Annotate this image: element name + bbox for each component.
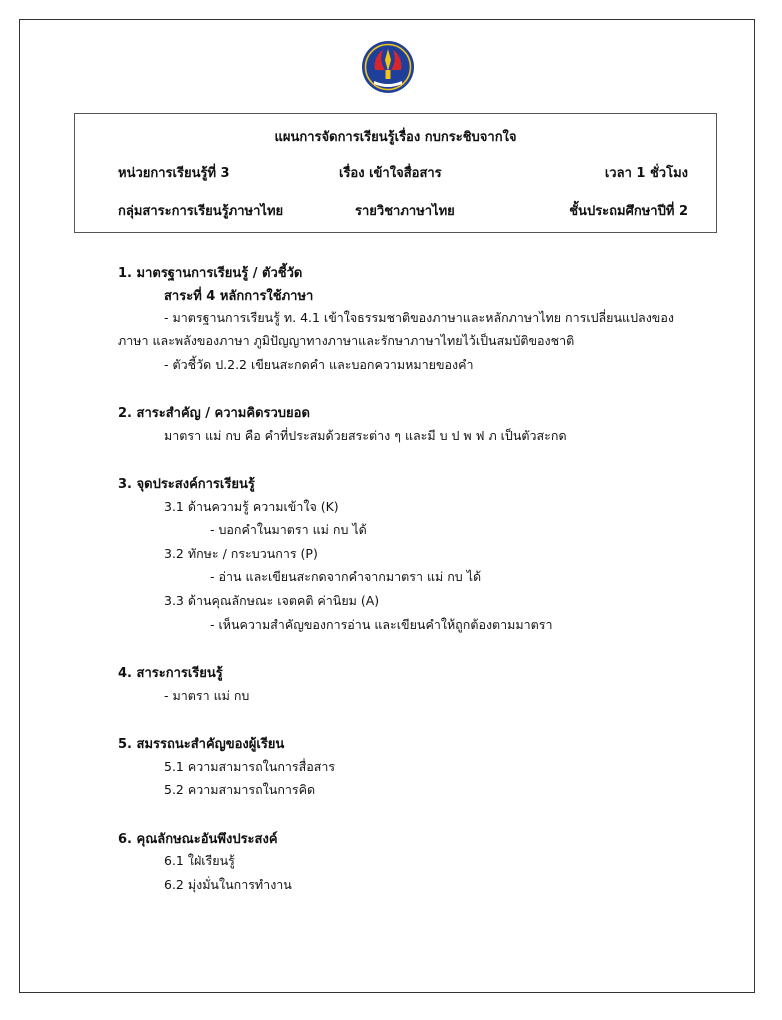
objective-k-item: - บอกคำในมาตรา แม่ กบ ได้ [210,522,367,537]
objective-p-item: - อ่าน และเขียนสะกดจากคำจากมาตรา แม่ กบ ได้ [210,569,482,584]
competency-item: 5.1 ความสามารถในการสื่อสาร [164,759,336,774]
grade-label: ชั้นประถมศึกษาปีที่ 2 [569,204,688,219]
subject-group-label: กลุ่มสาระการเรียนรู้ภาษาไทย [118,204,284,219]
concept-text: มาตรา แม่ กบ คือ คำที่ประสมด้วยสระต่าง ๆ และมี บ ป พ ฟ ภ เป็นตัวสะกด [164,428,567,443]
objective-a-title: 3.3 ด้านคุณลักษณะ เจตคติ ค่านิยม (A) [164,593,380,608]
school-emblem-logo [361,40,415,94]
section-heading: 3. จุดประสงค์การเรียนรู้ [118,477,255,492]
time-label: เวลา 1 ชั่วโมง [604,166,688,181]
objective-a-item: - เห็นความสำคัญของการอ่าน และเขียนคำให้ถูกต้องตามมาตรา [210,617,553,632]
content-item: - มาตรา แม่ กบ [164,688,250,703]
lesson-plan-title: แผนการจัดการเรียนรู้เรื่อง กบกระชิบจากใจ [274,130,517,145]
section-heading: 6. คุณลักษณะอันพึงประสงค์ [118,832,278,847]
objective-p-title: 3.2 ทักษะ / กระบวนการ (P) [164,546,318,561]
characteristic-item: 6.1 ใฝ่เรียนรู้ [164,853,235,868]
topic-label: เรื่อง เข้าใจสื่อสาร [339,166,442,181]
objective-k-title: 3.1 ด้านความรู้ ความเข้าใจ (K) [164,499,339,514]
competency-item: 5.2 ความสามารถในการคิด [164,782,316,797]
unit-label: หน่วยการเรียนรู้ที่ 3 [118,166,230,181]
characteristic-item: 6.2 มุ่งมั่นในการทำงาน [164,877,292,892]
standard-text: - มาตรฐานการเรียนรู้ ท. 4.1 เข้าใจธรรมชาติของภาษาและหลักภาษาไทย การเปลี่ยนแปลงของ [164,310,674,325]
section-heading: 1. มาตรฐานการเรียนรู้ / ตัวชี้วัด [118,266,303,281]
section-heading: 4. สาระการเรียนรู้ [118,666,223,681]
section-heading: 5. สมรรถนะสำคัญของผู้เรียน [118,737,285,752]
lesson-plan-header [74,113,717,233]
standard-text-continued: ภาษา และพลังของภาษา ภูมิปัญญาทางภาษาและรักษาภาษาไทยไว้เป็นสมบัติของชาติ [118,333,575,348]
indicator-text: - ตัวชี้วัด ป.2.2 เขียนสะกดคำ และบอกความหมายของคำ [164,357,474,372]
section-heading: 2. สาระสำคัญ / ความคิดรวบยอด [118,406,310,421]
strand-label: สาระที่ 4 หลักการใช้ภาษา [164,289,314,304]
course-label: รายวิชาภาษาไทย [355,204,455,219]
